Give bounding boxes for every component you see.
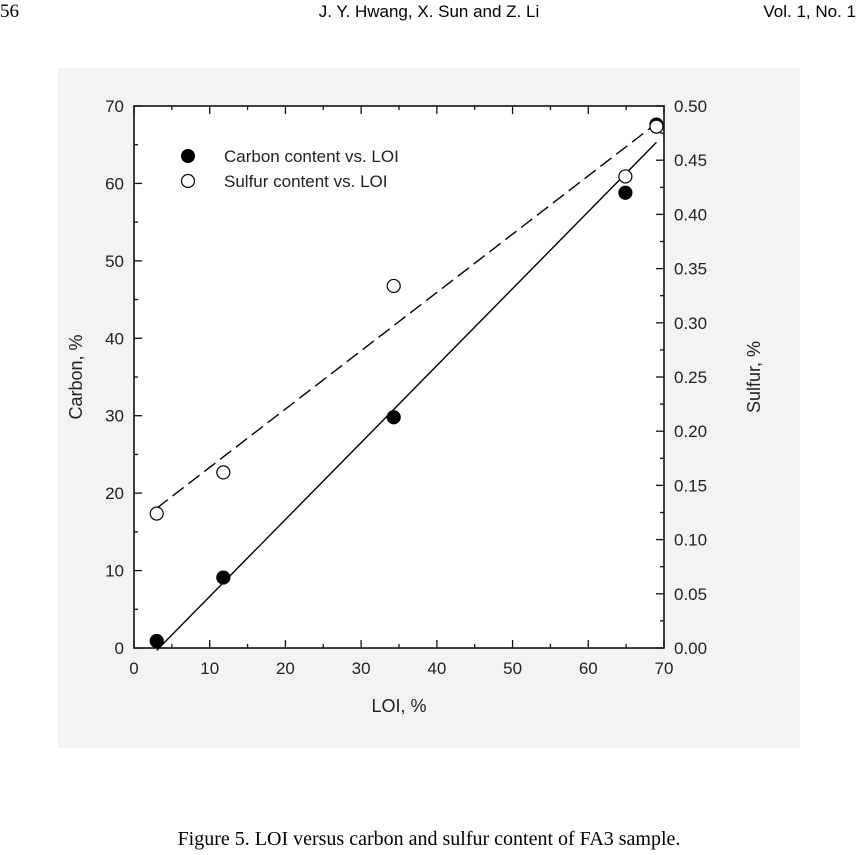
legend-marker-carbon: [182, 150, 195, 163]
carbon-point: [150, 635, 163, 648]
page-number: 56: [0, 1, 19, 22]
y2-tick-label: 0.25: [674, 368, 708, 387]
y2-tick-label: 0.15: [674, 476, 708, 496]
sulfur-point: [619, 170, 632, 183]
legend-label-sulfur: Sulfur content vs. LOI: [224, 172, 388, 191]
plot-frame: [134, 106, 664, 648]
x-tick-label: 60: [578, 659, 598, 678]
y2-tick-label: 0.00: [674, 639, 708, 658]
y2-tick-label: 0.35: [674, 259, 708, 279]
y-tick-label: 20: [105, 484, 124, 504]
carbon-point: [619, 186, 632, 199]
left-y-axis-title: Carbon, %: [66, 334, 86, 420]
carbon-point: [387, 411, 400, 424]
y2-tick-label: 0.30: [674, 313, 708, 333]
carbon-point: [217, 571, 230, 584]
y-tick-label: 50: [105, 251, 124, 271]
x-tick-label: 10: [200, 659, 220, 678]
x-tick-label: 70: [654, 659, 674, 678]
y2-tick-label: 0.05: [674, 584, 708, 604]
y-tick-label: 10: [105, 561, 124, 581]
legend-marker-sulfur: [182, 175, 195, 188]
legend-label-carbon: Carbon content vs. LOI: [224, 147, 399, 166]
figure-panel: [58, 68, 800, 748]
y-tick-label: 30: [105, 406, 124, 426]
y2-tick-label: 0.50: [674, 97, 708, 116]
x-axis-title: LOI, %: [371, 696, 427, 716]
x-tick-label: 20: [275, 659, 295, 678]
running-header-volume: Vol. 1, No. 1: [763, 2, 856, 21]
y-tick-label: 40: [105, 329, 124, 349]
y2-tick-label: 0.45: [674, 151, 708, 171]
x-tick-label: 0: [129, 659, 139, 678]
sulfur-point: [387, 279, 400, 292]
running-header-authors: J. Y. Hwang, X. Sun and Z. Li: [318, 2, 540, 21]
x-tick-label: 50: [503, 659, 523, 678]
y2-tick-label: 0.10: [674, 530, 708, 550]
sulfur-point: [217, 466, 230, 479]
y-tick-label: 60: [105, 174, 124, 194]
sulfur-point: [650, 120, 663, 133]
x-tick-label: 30: [351, 659, 371, 678]
right-y-axis-title: Sulfur, %: [744, 340, 764, 414]
loi-carbon-sulfur-chart: [58, 68, 800, 748]
y2-tick-label: 0.20: [674, 422, 708, 442]
x-tick-label: 40: [427, 659, 447, 678]
y-tick-label: 70: [105, 97, 124, 116]
y2-tick-label: 0.40: [674, 205, 708, 225]
figure-caption: Figure 5. LOI versus carbon and sulfur content of FA3 sample.: [177, 828, 681, 850]
sulfur-point: [150, 507, 163, 520]
y-tick-label: 0: [114, 639, 124, 658]
